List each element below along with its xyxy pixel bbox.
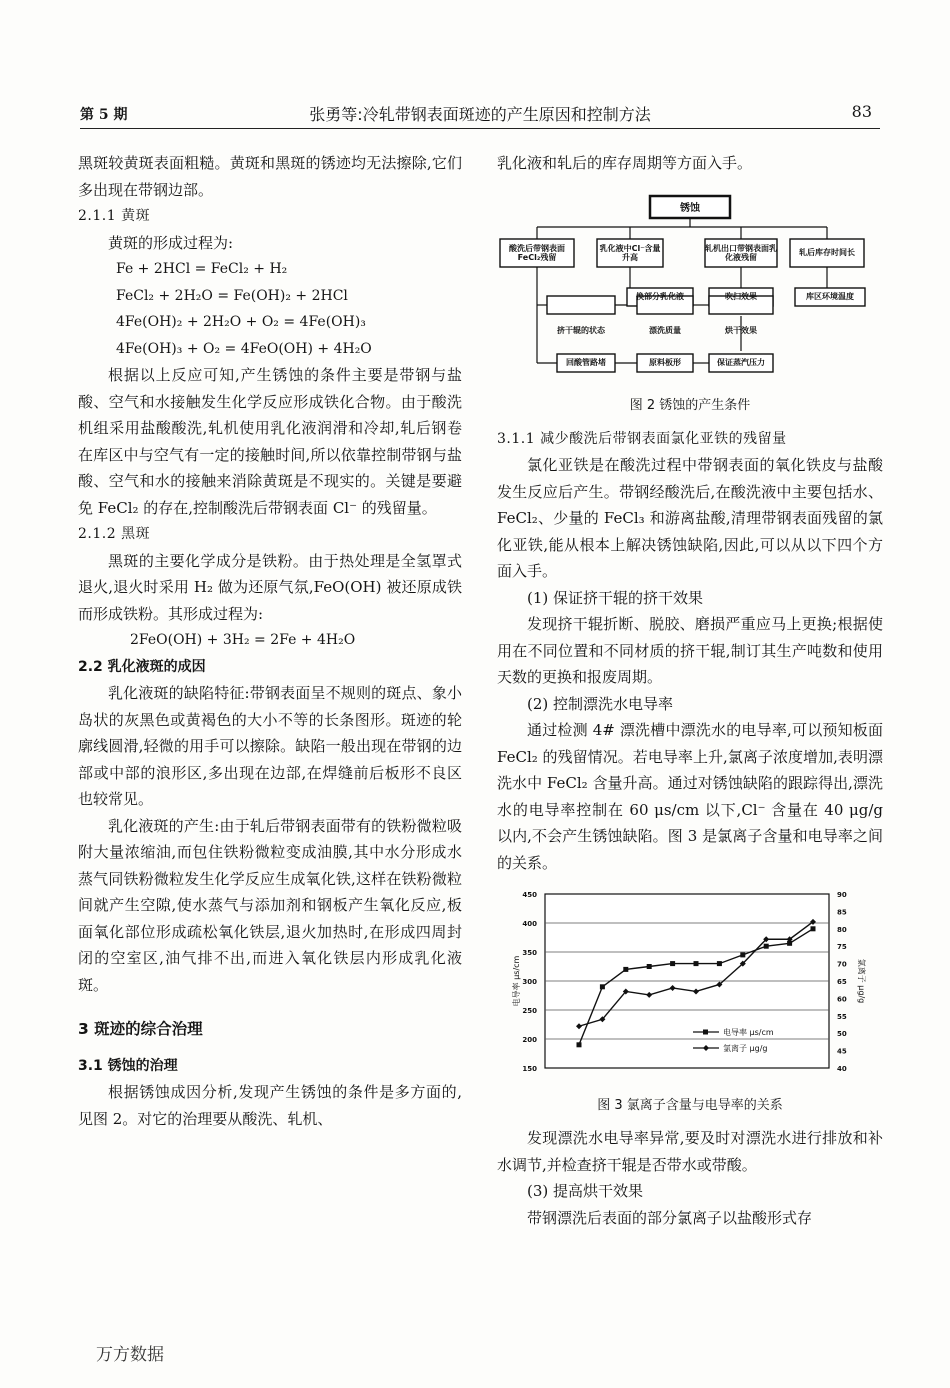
flow-node: 烘干效果 (725, 325, 757, 335)
paragraph: 黑斑的主要化学成分是铁粉。由于热处理是全氢罩式退火,退火时采用 H₂ 做为还原气氛,FeO(OH) 被还原成铁而形成铁粉。其形成过程为: (78, 551, 462, 623)
data-point (670, 961, 675, 966)
y-tick-label-right: 90 (837, 891, 847, 899)
y-tick-label-left: 400 (522, 920, 537, 928)
data-point (717, 961, 722, 966)
y-tick-label-right: 40 (837, 1065, 847, 1073)
page-number: 83 (851, 102, 872, 121)
data-point (694, 961, 699, 966)
figure-2 (497, 183, 883, 392)
y-tick-label-left: 350 (522, 949, 537, 957)
figure-caption: 图 2 锈蚀的产生条件 (629, 398, 751, 413)
flow-node: 保证蒸汽压力 (717, 357, 765, 367)
flow-root: 锈蚀 (680, 202, 700, 214)
section-heading: 3.1 锈蚀的治理 (78, 1057, 178, 1074)
flowchart (497, 183, 883, 383)
data-point (811, 926, 816, 931)
flow-node: 酸洗后带钢表面FeCl₂残留 (509, 243, 565, 262)
data-point (647, 964, 652, 969)
watermark: 万方数据 (96, 1345, 164, 1365)
y-tick-label-right: 70 (837, 960, 847, 969)
y-tick-label-right: 80 (837, 925, 847, 934)
legend-marker (703, 1030, 708, 1035)
paragraph: 乳化液和轧后的库存周期等方面入手。 (497, 154, 753, 172)
data-point (577, 1042, 582, 1047)
flow-node: 库区环境温度 (806, 291, 854, 301)
y-tick-label-left: 450 (522, 891, 537, 899)
figure-caption: 图 3 氯离子含量与电导率的关系 (597, 1097, 783, 1113)
y-tick-label-left: 200 (522, 1036, 537, 1044)
left-column (78, 150, 462, 1132)
data-point (623, 967, 628, 972)
paragraph: 氯化亚铁是在酸洗过程中带钢表面的氧化铁皮与盐酸发生反应后产生。带钢经酸洗后,在酸洗液中主要包括水、FeCl₂、少量的 FeCl₃ 和游离盐酸,清理带钢表面残留的氯化亚铁,能从根本上解决锈蚀缺陷,因此,可以从以下四个方面入手。 (497, 456, 883, 580)
equation: 4Fe(OH)₃ + O₂ = 4FeO(OH) + 4H₂O (116, 340, 372, 357)
y-tick-label-right: 50 (837, 1030, 847, 1039)
equation: FeCl₂ + 2H₂O = Fe(OH)₂ + 2HCl (116, 287, 348, 304)
flow-node: 吹扫效果 (725, 291, 757, 301)
y-axis-label-right: 氯离子 μg/g (857, 958, 866, 1004)
legend-label: 电导率 μs/cm (723, 1028, 774, 1037)
y-tick-label-right: 60 (837, 995, 847, 1004)
y-tick-label-right: 55 (837, 1012, 847, 1021)
paragraph: 发现漂洗水电导率异常,要及时对漂洗水进行排放和补水调节,并检查挤干辊是否带水或带酸。 (497, 1129, 883, 1174)
paragraph: 通过检测 4# 漂洗槽中漂洗水的电导率,可以预知板面 FeCl₂ 的残留情况。若电导率上升,氯离子浓度增加,表明漂洗水中 FeCl₂ 含量升高。通过对锈蚀缺陷的跟踪得出,漂洗水的电导率控制在 60 μs/cm 以下,Cl⁻ 含量在 40 μg/g 以内,不会产生锈蚀缺陷。图 3 是氯离子含量和电导率之间的关系。 (497, 721, 883, 872)
issue-number: 第 5 期 (80, 107, 128, 123)
right-column (497, 150, 883, 1231)
paragraph: 根据以上反应可知,产生锈蚀的条件主要是带钢与盐酸、空气和水接触发生化学反应形成铁化合物。由于酸洗机组采用盐酸酸洗,轧机使用乳化液润滑和冷却,轧后钢卷在库区中与空气有一定的接触时间,所以依靠控制带钢与盐酸、空气和水的接触来消除黄斑是不现实的。关键是要避免 FeCl₂ 的存在,控制酸洗后带钢表面 Cl⁻ 的残留量。 (78, 366, 462, 517)
data-point (740, 952, 745, 957)
paragraph: 发现挤干辊折断、脱胶、磨损严重应马上更换;根据使用在不同位置和不同材质的挤干辊,制订其生产吨数和使用天数的更换和报废周期。 (497, 615, 883, 686)
subsection-heading: 2.1.1 黄斑 (78, 208, 151, 224)
data-point (600, 984, 605, 989)
equation: 2FeO(OH) + 3H₂ = 2Fe + 4H₂O (130, 632, 356, 648)
list-item: (1) 保证挤干辊的挤干效果 (527, 588, 704, 607)
paragraph: 乳化液斑的产生:由于轧后带钢表面带有的铁粉微粒吸附大量浓缩油,而包住铁粉微粒变成油膜,其中水分形成水蒸气同铁粉微粒发生化学反应生成氧化铁,这样在铁粉微粒间就产生空隙,使水蒸气与添加剂和钢板产生氧化反应,板面氧化部位形成疏松氧化铁层,退火加热时,在形成四周封闭的空室区,油气排不出,而进入氧化铁层内形成乳化液斑。 (78, 816, 462, 994)
list-item: (3) 提高烘干效果 (527, 1182, 644, 1200)
flow-node: 回酸管路堵 (566, 357, 606, 367)
y-tick-label-right: 75 (837, 943, 847, 952)
flow-node: 挤干辊的状态 (557, 325, 605, 335)
subsection-heading: 3.1.1 减少酸洗后带钢表面氯化亚铁的残留量 (497, 430, 787, 447)
y-tick-label-left: 150 (522, 1065, 537, 1073)
paragraph: 带钢漂洗后表面的部分氯离子以盐酸形式存 (527, 1208, 813, 1227)
y-tick-label-right: 45 (837, 1047, 847, 1056)
flow-node: 换部分乳化液 (636, 291, 684, 301)
flow-node: 原料板形 (649, 357, 681, 367)
paragraph: 黑斑较黄斑表面粗糙。黄斑和黑斑的锈迹均无法擦除,它们多出现在带钢边部。 (78, 154, 462, 199)
paragraph: 乳化液斑的缺陷特征:带钢表面呈不规则的斑点、象小岛状的灰黑色或黄褐色的大小不等的长条图形。斑迹的轮廓线圆滑,轻微的用手可以擦除。缺陷一般出现在带钢的边部或中部的浪形区,多出现在边部,在焊缝前后板形不良区也较常见。 (78, 684, 462, 808)
y-tick-label-left: 250 (522, 1007, 537, 1015)
paragraph: 黄斑的形成过程为: (108, 233, 234, 252)
equation: Fe + 2HCl = FeCl₂ + H₂ (116, 261, 288, 277)
flow-node: 漂洗质量 (649, 325, 681, 335)
y-tick-label-right: 65 (837, 978, 847, 986)
legend-label: 氯离子 μg/g (723, 1044, 768, 1053)
running-header (80, 100, 880, 129)
flow-node: 轧后库存时间长 (799, 248, 855, 257)
flow-node: 乳化液中Cl⁻含量升高 (599, 243, 661, 262)
y-axis-label-left: 电导率 μs/cm (512, 955, 521, 1007)
section-heading: 2.2 乳化液斑的成因 (78, 658, 206, 675)
figure-3 (497, 882, 883, 1091)
running-title: 张勇等:冷轧带钢表面斑迹的产生原因和控制方法 (309, 105, 651, 124)
list-item: (2) 控制漂洗水电导率 (527, 694, 674, 713)
y-tick-label-right: 85 (837, 908, 847, 917)
data-point (764, 944, 769, 949)
subsection-heading: 2.1.2 黑斑 (78, 526, 151, 542)
flow-node: 轧机出口带钢表面乳化液残留 (705, 243, 777, 262)
line-chart (497, 882, 883, 1082)
paragraph: 根据锈蚀成因分析,发现产生锈蚀的条件是多方面的,见图 2。对它的治理要从酸洗、轧机、 (78, 1083, 462, 1128)
equation: 4Fe(OH)₂ + 2H₂O + O₂ = 4Fe(OH)₃ (116, 314, 366, 330)
y-tick-label-left: 300 (522, 978, 537, 986)
section-heading: 3 斑迹的综合治理 (78, 1020, 203, 1038)
